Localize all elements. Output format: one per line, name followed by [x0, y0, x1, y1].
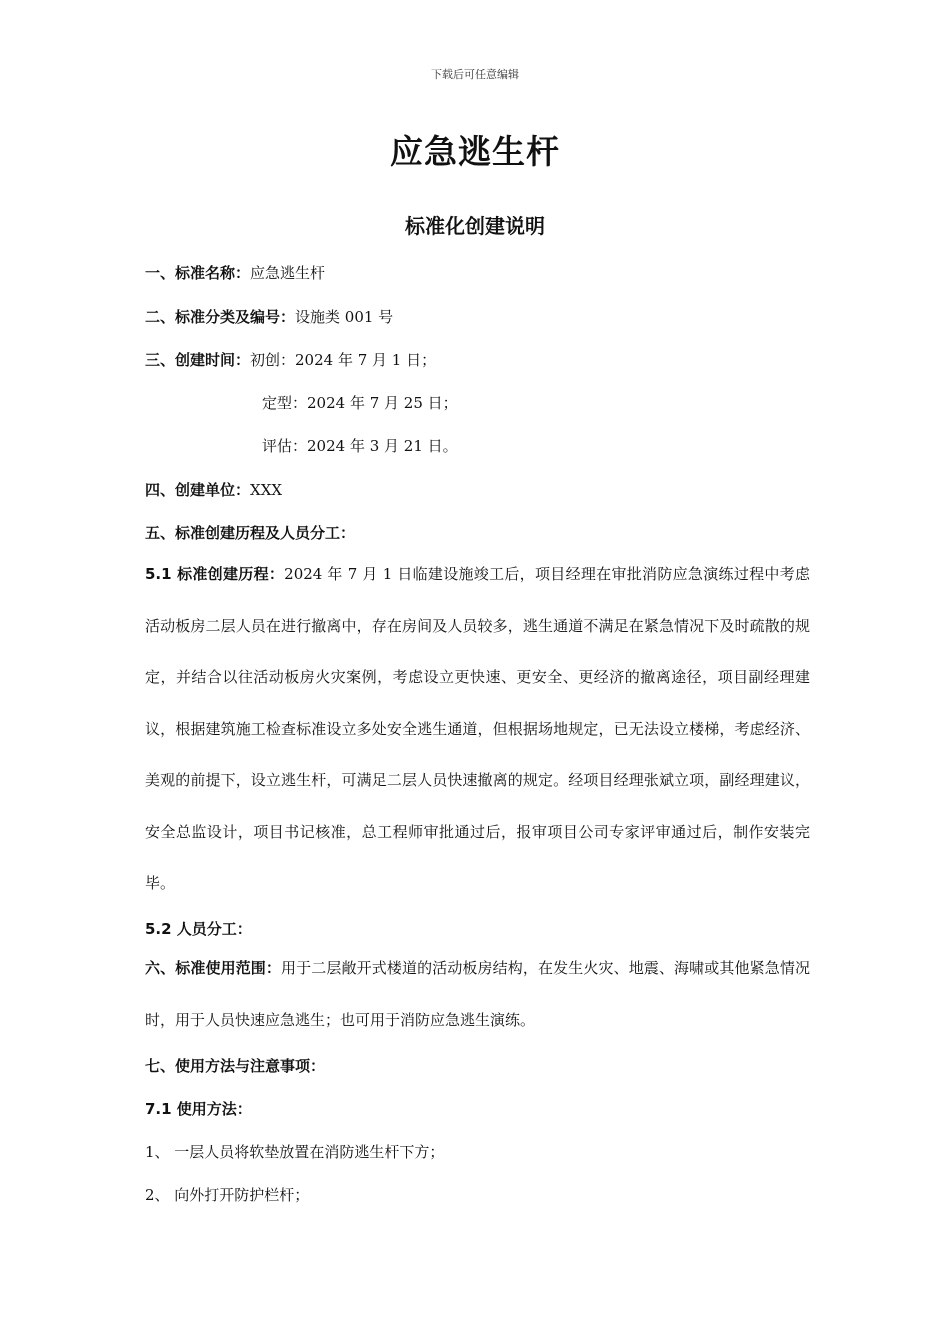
section-label: 四、创建单位： — [145, 481, 251, 499]
header-note: 下载后可任意编辑 — [431, 68, 519, 81]
subsection-label: 5.1 标准创建历程： — [145, 565, 285, 583]
section-standard-name — [145, 262, 325, 283]
step-item: 2、 向外打开防护栏杆； — [145, 1186, 310, 1204]
step-item: 1、 一层人员将软垫放置在消防逃生杆下方； — [145, 1143, 445, 1161]
history-paragraph — [145, 549, 810, 910]
section-label: 六、标准使用范围： — [145, 959, 282, 977]
section-creator-unit — [145, 479, 282, 500]
section-value: 应急逃生杆 — [250, 264, 326, 282]
document-subtitle: 标准化创建说明 — [405, 214, 545, 238]
section-label: 一、标准名称： — [145, 264, 251, 282]
section-creation-time — [145, 349, 436, 370]
section-value: 设施类 001 号 — [295, 308, 394, 326]
usage-scope-text: 用于二层敞开式楼道的活动板房结构，在发生火灾、地震、海啸或其他紧急情况时，用于人员快速应急逃生；也可用于消防应急逃生演练。 — [145, 959, 810, 1029]
section-methods-heading: 七、使用方法与注意事项： — [145, 1057, 326, 1075]
history-text: 2024 年 7 月 1 日临建设施竣工后，项目经理在审批消防应急演练过程中考虑活动板房二层人员在进行撤离中，存在房间及人员较多，逃生通道不满足在紧急情况下及时疏散的规定，并结合以往活动板房火灾案例，考虑设立更快速、更安全、更经济的撤离途径，项目副经理建议，根据建筑施工检查标准设立多处安全逃生通道，但根据场地规定，已无法设立楼梯，考虑经济、美观的前提下，设立逃生杆，可满足二层人员快速撤离的规定。经项目经理张斌立项，副经理建议，安全总监设计，项目书记核准，总工程师审批通过后，报审项目公司专家评审通过后，制作安装完毕。 — [145, 565, 810, 892]
document-title: 应急逃生杆 — [390, 132, 560, 171]
date-finalized: 定型：2024 年 7 月 25 日； — [262, 394, 458, 412]
usage-scope-paragraph — [145, 943, 810, 1046]
section-label: 三、创建时间： — [145, 351, 251, 369]
section-label: 二、标准分类及编号： — [145, 308, 296, 326]
subsection-usage-method: 7.1 使用方法： — [145, 1100, 252, 1118]
date-evaluated: 评估：2024 年 3 月 21 日。 — [262, 437, 458, 455]
subsection-staffing: 5.2 人员分工： — [145, 920, 252, 938]
date-initial: 初创：2024 年 7 月 1 日； — [250, 351, 437, 369]
section-history-heading: 五、标准创建历程及人员分工： — [145, 524, 356, 542]
section-classification — [145, 306, 393, 327]
section-value: XXX — [250, 481, 283, 499]
